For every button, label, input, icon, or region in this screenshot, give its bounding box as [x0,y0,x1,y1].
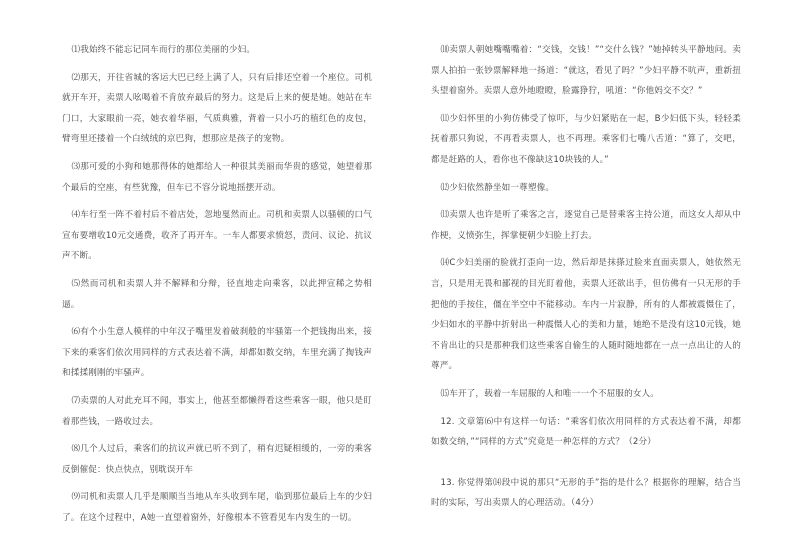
paragraph-11: ⑾少妇怀里的小狗仿佛受了惊吓，与少妇紧贴在一起，B少妇低下头，轻轻柔抚着那只狗说，不再看卖票人，也不再理。乘客们七嘴八舌道：“算了，交吧，都是赶路的人，看你也不像缺这10块钱的人。” [431,113,741,165]
question-12: 12. 文章第⑹中有这样一句话：“乘客们依次用同样的方式表达着不满，却都如数交纳，”“同样的方式”究竟是一种怎样的方式？（2分） [431,416,741,448]
paragraph-5: ⑸然而司机和卖票人并不解释和分辩，径直地走向乘客，以此押宣稀之势相逼。 [62,278,372,310]
paragraph-7: ⑺卖票的人对此充耳不闻，事实上，他甚至都懒得看这些乘客一眼，他只是盯着那些钱，一路收过去。 [62,395,372,427]
question-13: 13. 你觉得第⒁段中说的那只“无形的手”指的是什么？根据你的理解，结合当时的实际，写出卖票人的心理活动。（4分） [431,477,741,509]
paragraph-3: ⑶那可爱的小狗和她那得体的她都给人一种很其美丽而华贵的感觉，她望着那个最后的空座，有些犹豫，但车已不容分说地摇摆开动。 [62,161,372,193]
paragraph-12: ⑿少妇依然静坐如一尊塑像。 [440,182,555,193]
paragraph-2: ⑵那天，开往省城的客运大巴已经上满了人，只有后排还空着一个座位。司机就开车开，卖票人吆喝着不肯放弃最后的努力。这是后上来的便是她。她站在车门口，大家眼前一亮，她衣着华丽，气质典雅，背着一只小巧的植红色的皮包，臂弯里还搂着一个白绒绒的京巴狗，想那应是孩子的宠物。 [62,72,372,145]
paragraph-14: ⒁C少妇美丽的脸就打歪向一边，然后却是抹搽过脸来直面卖票人，她依然无言，只是用无畏和鄙视的目光盯着他，卖票人还欲出手，但仿佛有一只无形的手把他的手按住，僵在半空中不能移动。车内一片寂静，所有的人都被震慑住了，少妇如水的平静中折射出一种震慑人心的美和力量，她绝不是没有这10元钱，她不肯出让的只是那种我们这些乘客自偷生的人随时随地都在一点一点出让的人的尊严。 [431,258,741,372]
left-column [62,40,372,535]
paragraph-6: ⑹有个小生意人模样的中年汉子嘴里发着破刹般的牢骚第一个把钱掏出来，接下来的乘客们依次用同样的方式表达着不满，却都如数交纳，车里充满了掏钱声和揉揉刚刚的牢骚声。 [62,327,372,379]
paragraph-4: ⑷车行至一阵不着村后不着店处，忽地戛然而止。司机和卖票人以骚顿的口气宣布要增收10元交通费，收齐了再开车。一车人都要求愤怒，责问、议论、抗议声不断。 [62,210,372,262]
paragraph-13: ⒀卖票人也许是听了乘客之言，逐觉自己是替乘客主持公道，而这女人却从中作梗，义愤弥生，挥掌便朝少妇脸上打去。 [431,210,741,241]
paragraph-8: ⑻几个人过后，乘客们的抗议声就已听不到了，稍有迟疑相缓的，一旁的乘客反倒催促：快点快点，别耽误开车 [62,444,372,475]
paragraph-10: ⑽卖票人朝她嘴嘴嘴着：“交钱，交钱！”“交什么钱？”她掉转头平静地问。卖票人拍拍一张钞票解释地一扬道：“就这，看见了吗？”少妇平静不吭声，重新扭头望着窗外。卖票人意外地瞪瞪，脸露狰狞，吼道：“你他妈交不交？” [431,45,741,97]
paragraph-1: ⑴我始终不能忘记同车而行的那位美丽的少妇。 [71,45,256,55]
paragraph-15: ⒂车开了，载着一车屈服的人和唯一一个不屈服的女人。 [440,388,660,399]
right-column [431,40,741,521]
paragraph-9: ⑼司机和卖票人几乎是顺顺当当地从车头收到车尾，临到那位最后上车的少妇了。在这个过程中，A她一直望着窗外，好像根本不管看见车内发生的一切。 [62,492,372,523]
